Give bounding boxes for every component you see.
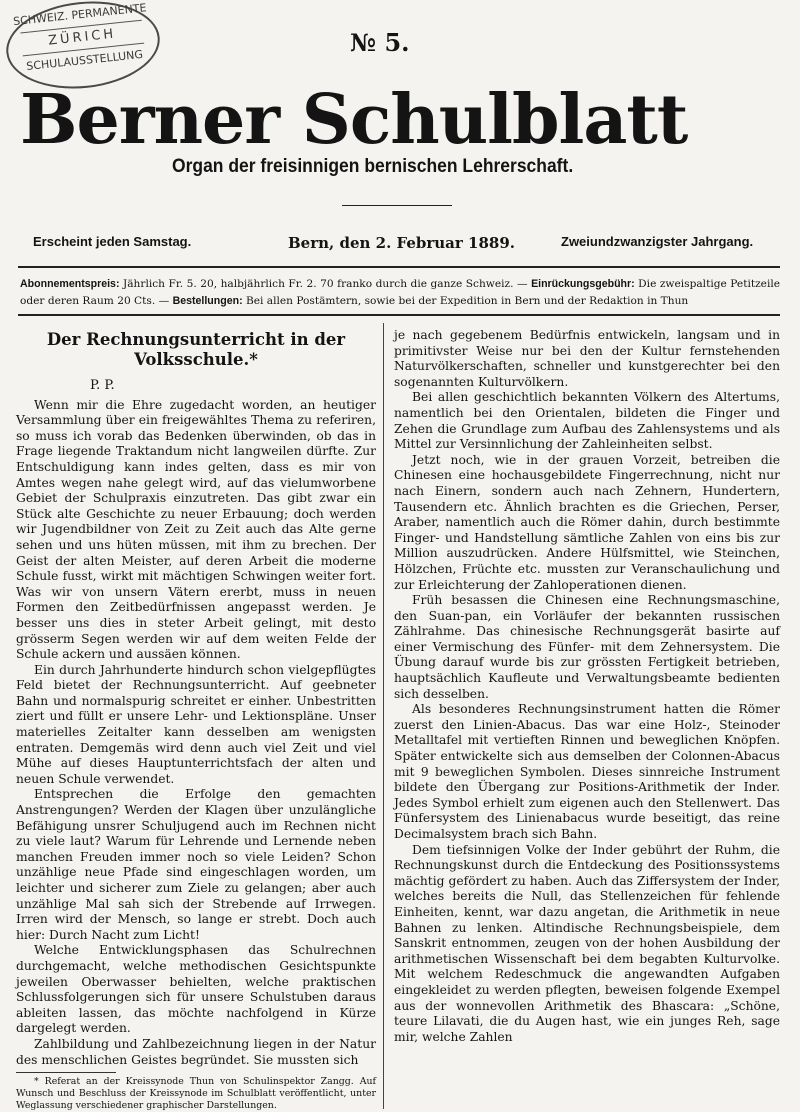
stamp-line-3: SCHULAUSSTELLUNG	[25, 47, 144, 73]
article-paragraph: Früh besassen die Chinesen eine Rechnungsmaschine, den Suan-pan, ein Vorläufer der bekannten russischen Zählrahme. Das chinesische Rechnungsgerät basirte auf einer Vermischung des Fünfer- mit dem Zehnersystem. Die Übung darauf wurde bis zur grössten Fertigkeit betrieben, hauptsächlich Kaufleute und Verwaltungsbeamte bedienten sich desselben.	[394, 593, 780, 701]
notice-label-fee: Einrückungsgebühr:	[531, 278, 635, 290]
masthead-subtitle: Organ der freisinnigen bernischen Lehrerschaft.	[172, 156, 574, 177]
article-paragraph: Dem tiefsinnigen Volke der Inder gebührt der Ruhm, die Rechnungskunst durch die Entdeckung des Positionssystems mächtig gefördert zu haben. Auch das Ziffersystem der Inder, welches bereits die Null, das Stellenzeichen für fehlende Einheiten, kennt, war dazu angetan, die Arithmetik in neue Bahnen zu lenken. Altindische Rechnungsbeispiele, dem Sanskrit entnommen, zeugen von der hohen Ausbildung der arithmetischen Wissenschaft bei dem begabten Kulturvolke. Mit welchem Redeschmuck die angewandten Aufgaben eingekleidet zu werden pflegten, beweisen folgende Exempel aus der wonnevollen Arithmetik des Bhascara: „Schöne, teure Lilavati, die du Augen hast, wie ein junges Reh, sage mir, welche Zahlen	[394, 842, 780, 1044]
issue-date: Bern, den 2. Februar 1889.	[288, 234, 515, 252]
column-divider	[383, 323, 384, 1109]
subscription-notice	[20, 276, 780, 310]
article-paragraph: Jetzt noch, wie in der grauen Vorzeit, betreiben die Chinesen eine hochausgebildete Fingerrechnung, nicht nur nach Einern, sondern auch nach Zehnern, Hundertern, Tausendern etc. Ähnlich brachten es die Griechen, Perser, Araber, namentlich auch die Römer dahin, durch bestimmte Finger- und Handstellung sämtliche Zahlen von eins bis zur Million auszudrücken. Andere Hülfsmittel, wie Steinchen, Hölzchen, Früchte etc. mussten zur Veranschaulichung und zur Erleichterung der Zahloperationen dienen.	[394, 452, 780, 592]
publication-frequency: Erscheint jeden Samstag.	[33, 234, 192, 249]
article-title: Der Rechnungsunterricht in der Volksschule.*	[46, 330, 346, 369]
article-paragraph: Bei allen geschichtlich bekannten Völkern des Altertums, namentlich bei den Orientalen, bildeten die Finger und Zehen die Grundlage zum Aufbau des Zahlensystems und als Mittel zur Versinnlichung der Zahleinheiten selbst.	[394, 390, 780, 452]
stamp-line-1: SCHWEIZ. PERMANENTE	[12, 1, 148, 29]
notice-label-orders: Bestellungen:	[172, 295, 243, 307]
footnote: * Referat an der Kreissynode Thun von Schulinspektor Zangg. Auf Wunsch und Beschluss der Kreissynode im Schulblatt veröffentlicht, unter Weglassung verschiedener graphischer Darstellungen.	[16, 1076, 376, 1112]
article-column-left	[16, 328, 376, 1112]
notice-text-fee: Die zweispaltige Petitzeile oder deren Raum 20 Cts. —	[20, 278, 780, 307]
volume-year: Zweiundzwanzigster Jahrgang.	[561, 234, 754, 249]
notice-label-subscription: Abonnementspreis:	[20, 278, 120, 290]
notice-text-orders: Bei allen Postämtern, sowie bei der Expedition in Bern und der Redaktion in Thun	[242, 295, 689, 307]
header-rule-bottom	[18, 314, 780, 316]
article-paragraph: Zahlbildung und Zahlbezeichnung liegen in der Natur des menschlichen Geistes begründet. Sie mussten sich	[16, 1036, 376, 1067]
article-author: P. P.	[90, 378, 115, 393]
article-column-right	[394, 328, 780, 1045]
masthead-title: Berner Schulblatt	[20, 80, 688, 160]
header-rule-top	[18, 266, 780, 268]
footnote-divider	[16, 1072, 116, 1073]
article-paragraph: Ein durch Jahrhunderte hindurch schon vielgepflügtes Feld bietet der Rechnungsunterricht. Auf geebneter Bahn und normalspurig schreitet er einher. Unbestritten ziert und füllt er unsere Lehr- und Lektionspläne. Unser materielles Zeitalter kann desselben am wenigsten entraten. Demgemäs wird denn auch viel Zeit und viel Mühe auf dieses Hauptunterrichtsfach der alten und neuen Schule verwendet.	[16, 662, 376, 786]
issue-number: № 5.	[350, 28, 410, 57]
short-divider	[342, 205, 452, 206]
article-paragraph: je nach gegebenem Bedürfnis entwickeln, langsam und in primitivster Weise nur bei den der Kultur fernstehenden Naturvölkerschaften, schneller und kunstgerechter bei den sogenannten Kulturvölkern.	[394, 328, 780, 389]
article-paragraph: Entsprechen die Erfolge den gemachten Anstrengungen? Werden der Klagen über unzulängliche Befähigung unsrer Schuljugend auch im Rechnen nicht zu viele laut? Warum für Lehrende und Lernende neben manchen Freuden immer noch so viele Leiden? Schon unzählige neue Pfade sind eingeschlagen worden, um leichter und sicherer zum Ziele zu gelangen; aber auch unzählige Mal sah sich der Strebende auf Irrwegen. Irren wird der Mensch, so lange er strebt. Doch auch hier: Durch Nacht zum Licht!	[16, 787, 376, 942]
notice-text-subscription: Jährlich Fr. 5. 20, halbjährlich Fr. 2. 70 franko durch die ganze Schweiz. —	[119, 278, 532, 290]
article-paragraph: Als besonderes Rechnungsinstrument hatten die Römer zuerst den Linien-Abacus. Das war eine Holz-, Steinoder Metalltafel mit vertieften Rinnen und beweglichen Knöpfen. Später entwickelte sich aus demselben der Colonnen-Abacus mit 9 beweglichen Symbolen. Dieses sinnreiche Instrument bildete den Übergang zur Positions-Arithmetik der Inder. Jedes Symbol erhielt zum eigenen auch den Stellenwert. Das Fünfersystem des Linienabacus wurde beseitigt, das reine Decimalsystem brach sich Bahn.	[394, 702, 780, 841]
stamp-line-2: ZÜRICH	[20, 20, 144, 57]
article-paragraph: Wenn mir die Ehre zugedacht worden, an heutiger Versammlung über ein freigewähltes Thema zu referiren, so muss ich vorab das Bedenken überwinden, ob das in Frage liegende Traktandum nicht langweilen dürfte. Zur Entschuldigung kann indes gelten, dass es mir von Amtes wegen nahe gelegt wird, auf das vielumworbene Gebiet der Schulpraxis einzutreten. Das gibt zwar ein Stück alte Geschichte zu neuer Erbauung; doch werden wir Jugendbildner von Zeit zu Zeit auch das Alte gerne sehen und uns hüten müssen, mit ihm zu brechen. Der Geist der alten Meister, auf deren Arbeit die moderne Schule fusst, wirkt mit mächtigen Schwingen weiter fort. Was wir von unsern Vätern ererbt, muss in neuen Formen den Zeitbedürfnissen angepasst werden. Je besser uns dies in steter Arbeit gelingt, mit desto grösserm Segen werden wir auf dem weiten Felde der Schule ackern und aussäen können.	[16, 397, 376, 662]
article-paragraph: Welche Entwicklungsphasen das Schulrechnen durchgemacht, welche methodischen Gesichtspunkte jeweilen Oberwasser behielten, welche praktischen Schlussfolgerungen sich für unsere Schulstuben daraus ableiten lassen, das möchte nachfolgend in Kürze dargelegt werden.	[16, 943, 376, 1036]
